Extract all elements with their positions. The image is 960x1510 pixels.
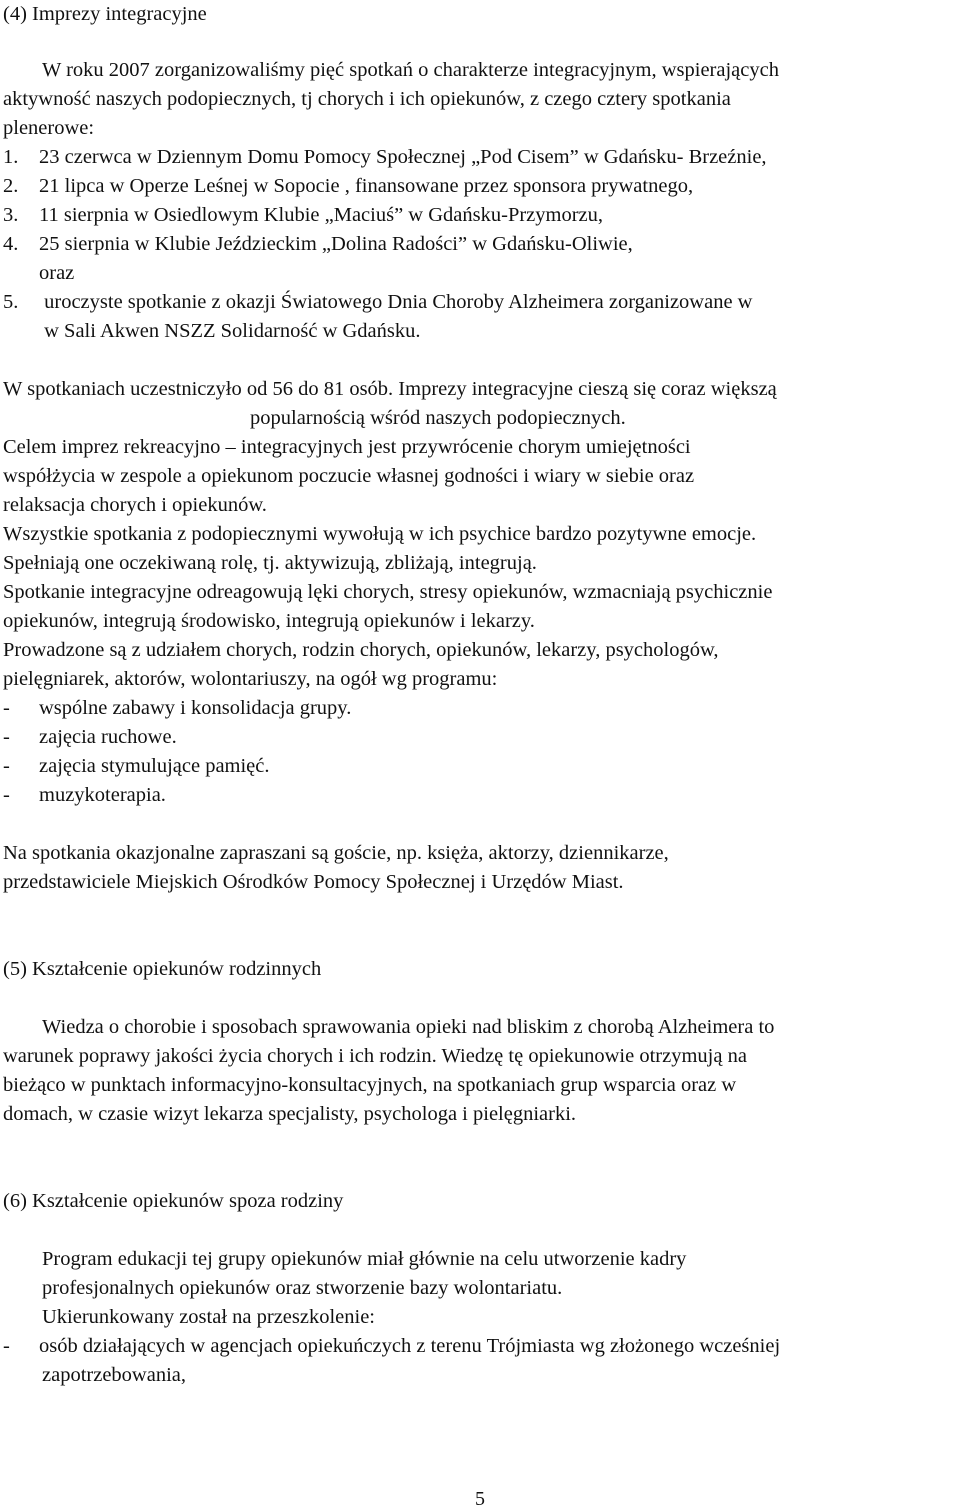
body-line: relaksacja chorych i opiekunów. bbox=[3, 494, 267, 516]
list-text: w Sali Akwen NSZZ Solidarność w Gdańsku. bbox=[39, 320, 421, 342]
body-line: Wiedza o chorobie i sposobach sprawowania opieki nad bliskim z chorobą Alzheimera to bbox=[42, 1016, 775, 1038]
guests-line: przedstawiciele Miejskich Ośrodków Pomocy Społecznej i Urzędów Miast. bbox=[3, 871, 624, 893]
body-line: Celem imprez rekreacyjno – integracyjnych jest przywrócenie chorym umiejętności bbox=[3, 436, 691, 458]
program-text: zajęcia ruchowe. bbox=[39, 726, 177, 748]
list-text: 11 sierpnia w Osiedlowym Klubie „Maciuś” w Gdańsku-Przymorzu, bbox=[39, 204, 604, 226]
list-number: 3. bbox=[3, 204, 19, 226]
list-item bbox=[3, 288, 753, 316]
summary-line: popularnością wśród naszych podopiecznych. bbox=[250, 407, 626, 429]
section-4-intro-line: aktywność naszych podopiecznych, tj chorych i ich opiekunów, z czego cztery spotkania bbox=[3, 88, 731, 110]
section-6-heading: (6) Kształcenie opiekunów spoza rodziny bbox=[3, 1190, 344, 1212]
guests-line: Na spotkania okazjonalne zapraszani są goście, np. księża, aktorzy, dziennikarze, bbox=[3, 842, 669, 864]
list-number: 2. bbox=[3, 175, 19, 197]
body-line: współżycia w zespole a opiekunom poczucie własnej godności i wiary w siebie oraz bbox=[3, 465, 695, 487]
list-number: 5. bbox=[3, 291, 19, 313]
body-line: warunek poprawy jakości życia chorych i ich rodzin. Wiedzę tę opiekunowie otrzymują na bbox=[3, 1045, 747, 1067]
body-line: Spotkanie integracyjne odreagowują lęki chorych, stresy opiekunów, wzmacniają psychicznie bbox=[3, 581, 773, 603]
program-item bbox=[3, 723, 177, 751]
section-4-intro-line: plenerowe: bbox=[3, 117, 95, 139]
list-text: uroczyste spotkanie z okazji Światowego Dnia Choroby Alzheimera zorganizowane w bbox=[39, 291, 753, 313]
body-line: Prowadzone są z udziałem chorych, rodzin chorych, opiekunów, lekarzy, psychologów, bbox=[3, 639, 719, 661]
dash-marker: - bbox=[3, 755, 10, 777]
list-number: 4. bbox=[3, 233, 19, 255]
body-line: pielęgniarek, aktorów, wolontariuszy, na ogół wg programu: bbox=[3, 668, 498, 690]
program-item bbox=[3, 752, 270, 780]
body-line: opiekunów, integrują środowisko, integrują opiekunów i lekarzy. bbox=[3, 610, 535, 632]
bullet-text: osób działających w agencjach opiekuńczych z terenu Trójmiasta wg złożonego wcześniej bbox=[39, 1335, 781, 1357]
program-text: wspólne zabawy i konsolidacja grupy. bbox=[39, 697, 352, 719]
body-line: Ukierunkowany został na przeszkolenie: bbox=[42, 1306, 376, 1328]
bullet-item bbox=[3, 1332, 780, 1360]
list-text: 25 sierpnia w Klubie Jeździeckim „Dolina Radości” w Gdańsku-Oliwie, bbox=[39, 233, 633, 255]
section-4-intro-line: W roku 2007 zorganizowaliśmy pięć spotkań o charakterze integracyjnym, wspierających bbox=[42, 59, 779, 81]
body-line: profesjonalnych opiekunów oraz stworzenie bazy wolontariatu. bbox=[42, 1277, 563, 1299]
dash-marker: - bbox=[3, 784, 10, 806]
list-item bbox=[3, 201, 603, 229]
body-line: Program edukacji tej grupy opiekunów miał głównie na celu utworzenie kadry bbox=[42, 1248, 687, 1270]
list-text: oraz bbox=[39, 262, 75, 284]
list-number: 1. bbox=[3, 146, 19, 168]
bullet-continuation: zapotrzebowania, bbox=[42, 1364, 186, 1386]
dash-marker: - bbox=[3, 1335, 10, 1357]
program-text: muzykoterapia. bbox=[39, 784, 166, 806]
page-number: 5 bbox=[475, 1488, 485, 1510]
summary-line: W spotkaniach uczestniczyło od 56 do 81 osób. Imprezy integracyjne cieszą się coraz większą bbox=[3, 378, 777, 400]
body-line: domach, w czasie wizyt lekarza specjalisty, psychologa i pielęgniarki. bbox=[3, 1103, 577, 1125]
program-item bbox=[3, 781, 166, 809]
list-item bbox=[3, 230, 633, 258]
dash-marker: - bbox=[3, 697, 10, 719]
body-line: Wszystkie spotkania z podopiecznymi wywołują w ich psychice bardzo pozytywne emocje. bbox=[3, 523, 757, 545]
list-text: 21 lipca w Operze Leśnej w Sopocie , finansowane przez sponsora prywatnego, bbox=[39, 175, 694, 197]
list-item bbox=[3, 317, 421, 345]
body-line: bieżąco w punktach informacyjno-konsultacyjnych, na spotkaniach grup wsparcia oraz w bbox=[3, 1074, 737, 1096]
dash-marker: - bbox=[3, 726, 10, 748]
body-line: Spełniają one oczekiwaną rolę, tj. aktywizują, zbliżają, integrują. bbox=[3, 552, 537, 574]
list-text: 23 czerwca w Dziennym Domu Pomocy Społecznej „Pod Cisem” w Gdańsku- Brzeźnie, bbox=[39, 146, 767, 168]
program-item bbox=[3, 694, 351, 722]
list-item bbox=[3, 172, 693, 200]
list-item bbox=[3, 259, 74, 287]
list-item bbox=[3, 143, 767, 171]
program-text: zajęcia stymulujące pamięć. bbox=[39, 755, 270, 777]
section-5-heading: (5) Kształcenie opiekunów rodzinnych bbox=[3, 958, 322, 980]
section-4-heading: (4) Imprezy integracyjne bbox=[3, 3, 207, 25]
